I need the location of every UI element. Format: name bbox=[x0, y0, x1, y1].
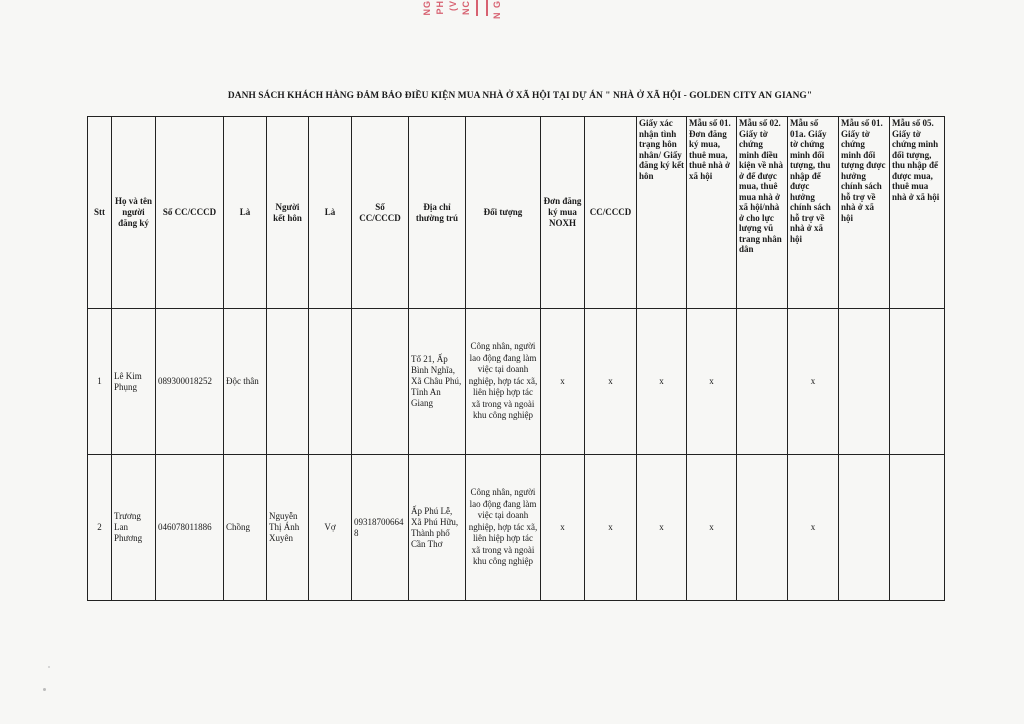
cell-spouse-id: 093187006648 bbox=[352, 455, 409, 601]
cell-mark-form01a: x bbox=[788, 309, 839, 455]
header-form01a: Mẫu số 01a. Giấy tờ chứng minh đối tượng, thu nhập để được hưởng chính sách hỗ trợ về nhà ở xã hội bbox=[788, 117, 839, 309]
header-form01: Mẫu số 01. Đơn đăng ký mua, thuê mua, thuê nhà ở xã hội bbox=[687, 117, 737, 309]
header-object: Đối tượng bbox=[466, 117, 541, 309]
header-form01b: Mẫu số 01. Giấy tờ chứng minh đối tượng được hưởng chính sách hỗ trợ về nhà ở xã hội bbox=[839, 117, 890, 309]
cell-mark-form05 bbox=[890, 455, 945, 601]
header-spouse-id: Số CC/CCCD bbox=[352, 117, 409, 309]
scan-speck bbox=[48, 666, 50, 668]
cell-mark-form05 bbox=[890, 309, 945, 455]
cell-relation bbox=[309, 309, 352, 455]
stamp-text-1: NG bbox=[422, 0, 432, 16]
header-status: Là bbox=[224, 117, 267, 309]
cell-spouse: Nguyễn Thị Ánh Xuyên bbox=[267, 455, 309, 601]
cell-spouse-id bbox=[352, 309, 409, 455]
header-id: Số CC/CCCD bbox=[156, 117, 224, 309]
cell-mark-form01b bbox=[839, 455, 890, 601]
cell-id: 046078011886 bbox=[156, 455, 224, 601]
cell-status: Độc thân bbox=[224, 309, 267, 455]
cell-address: Ấp Phú Lễ, Xã Phú Hữu, Thành phố Cần Thơ bbox=[409, 455, 466, 601]
stamp-text-5: N G bbox=[492, 0, 502, 20]
cell-stt: 1 bbox=[88, 309, 112, 455]
table-row bbox=[88, 309, 945, 455]
cell-object: Công nhân, người lao động đang làm việc tại doanh nghiệp, hợp tác xã, liên hiệp hợp tác xã trong và ngoài khu công nghiệp bbox=[466, 455, 541, 601]
stamp-text-2: PH bbox=[435, 0, 445, 15]
header-cccd: CC/CCCD bbox=[585, 117, 637, 309]
cell-stt: 2 bbox=[88, 455, 112, 601]
cell-mark-marital: x bbox=[637, 309, 687, 455]
header-address: Địa chỉ thường trú bbox=[409, 117, 466, 309]
cell-mark-cccd: x bbox=[585, 455, 637, 601]
cell-mark-cccd: x bbox=[585, 309, 637, 455]
cell-mark-form02 bbox=[737, 455, 788, 601]
header-relation: Là bbox=[309, 117, 352, 309]
scan-speck bbox=[43, 688, 46, 691]
cell-mark-application: x bbox=[541, 309, 585, 455]
header-form02: Mẫu số 02. Giấy tờ chứng minh điều kiện về nhà ở để được mua, thuê mua nhà ở xã hội/nhà ở cho lực lượng vũ trang nhân dân bbox=[737, 117, 788, 309]
cell-relation: Vợ bbox=[309, 455, 352, 601]
header-form05: Mẫu số 05. Giấy tờ chứng minh đối tượng, thu nhập để được mua, thuê mua nhà ở xã hội bbox=[890, 117, 945, 309]
cell-object: Công nhân, người lao động đang làm việc tại doanh nghiệp, hợp tác xã, liên hiệp hợp tác xã trong và ngoài khu công nghiệp bbox=[466, 309, 541, 455]
header-spouse: Người kết hôn bbox=[267, 117, 309, 309]
header-name: Họ và tên người đăng ký bbox=[112, 117, 156, 309]
cell-mark-form01b bbox=[839, 309, 890, 455]
cell-status: Chồng bbox=[224, 455, 267, 601]
table-header-row bbox=[88, 117, 945, 309]
cell-name: Lê Kim Phụng bbox=[112, 309, 156, 455]
stamp-text-3: (V bbox=[448, 0, 458, 11]
cell-id: 089300018252 bbox=[156, 309, 224, 455]
header-application: Đơn đăng ký mua NOXH bbox=[541, 117, 585, 309]
cell-mark-form01: x bbox=[687, 309, 737, 455]
stamp-text-4: NC bbox=[461, 0, 471, 15]
document-title: DANH SÁCH KHÁCH HÀNG ĐẢM BẢO ĐIỀU KIỆN MUA NHÀ Ở XÃ HỘI TẠI DỰ ÁN " NHÀ Ở XÃ HỘI - GOLDEN CITY AN GIANG" bbox=[227, 91, 813, 101]
cell-mark-form01: x bbox=[687, 455, 737, 601]
stamp-bar bbox=[476, 0, 488, 16]
cell-address: Tổ 21, Ấp Bình Nghĩa, Xã Châu Phú, Tỉnh An Giang bbox=[409, 309, 466, 455]
header-stt: Stt bbox=[88, 117, 112, 309]
header-marital: Giấy xác nhận tình trạng hôn nhân/ Giấy đăng ký kết hôn bbox=[637, 117, 687, 309]
customer-table bbox=[87, 116, 945, 601]
cell-spouse bbox=[267, 309, 309, 455]
table-row bbox=[88, 455, 945, 601]
cell-mark-marital: x bbox=[637, 455, 687, 601]
cell-mark-application: x bbox=[541, 455, 585, 601]
cell-mark-form01a: x bbox=[788, 455, 839, 601]
cell-name: Trương Lan Phương bbox=[112, 455, 156, 601]
cell-mark-form02 bbox=[737, 309, 788, 455]
red-stamp-mark bbox=[424, 0, 558, 24]
